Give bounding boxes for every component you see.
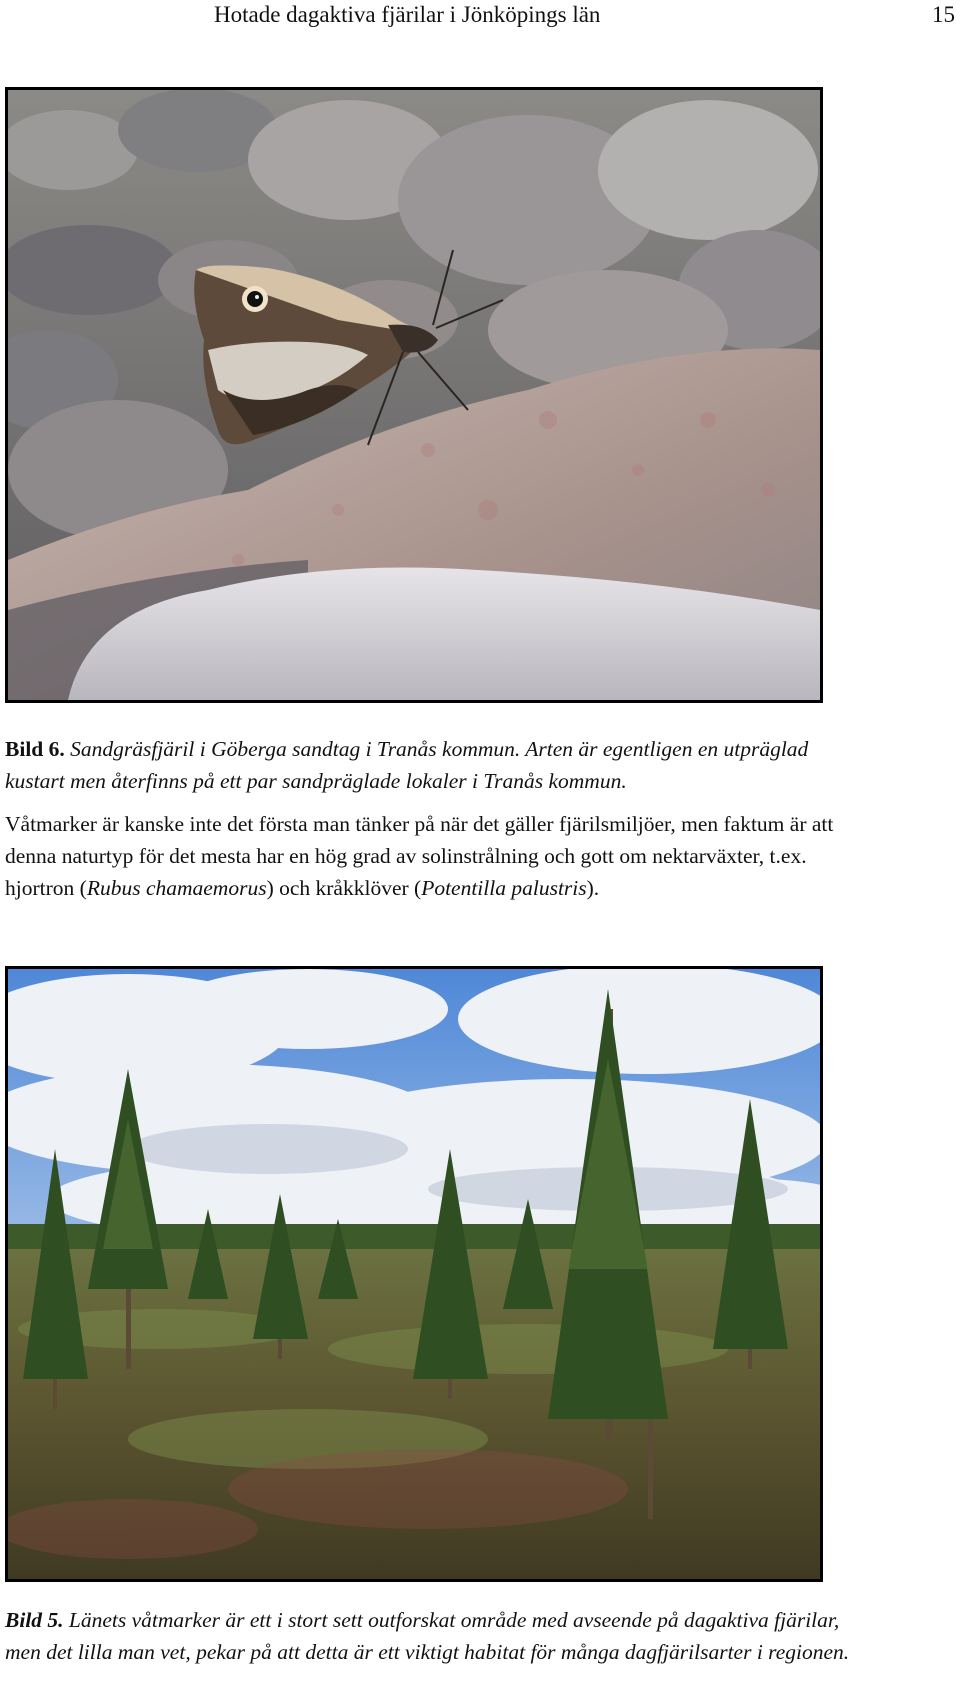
figure-label: Bild 5. xyxy=(5,1608,64,1632)
figure-caption xyxy=(5,1604,855,1668)
body-paragraph xyxy=(5,808,855,904)
figure-caption xyxy=(5,733,855,797)
paragraph-text-2: ) och kråkklöver ( xyxy=(266,876,422,900)
bog-landscape-image xyxy=(8,969,820,1579)
running-title: Hotade dagaktiva fjärilar i Jönköpings län xyxy=(214,2,601,27)
wetland-photo xyxy=(5,966,823,1582)
butterfly-on-rock-image xyxy=(8,90,820,700)
butterfly-photo xyxy=(5,87,823,703)
figure-caption-text: Sandgräsfjäril i Göberga sandtag i Tranås kommun. Arten är egentligen en utpräglad kustart men återfinns på ett par sandpräglade lokaler i Tranås kommun. xyxy=(5,737,809,793)
page-header xyxy=(0,2,960,32)
paragraph-text-1: Våtmarker är kanske inte det första man tänker på när det gäller fjärilsmiljöer, men faktum är att denna naturtyp för det mesta har en hög grad av solinstrålning och gott om nektarväxter, t.ex. hjortron ( xyxy=(5,812,834,900)
species-name-rubus: Rubus chamaemorus xyxy=(86,876,267,900)
species-name-potentilla: Potentilla palustris xyxy=(421,876,587,900)
figure-caption-text: Länets våtmarker är ett i stort sett outforskat område med avseende på dagaktiva fjärilar, men det lilla man vet, pekar på att detta är ett viktigt habitat för många dagfjärilsarter i regionen. xyxy=(5,1608,850,1664)
figure-label: Bild 6. xyxy=(5,737,65,761)
page-number: 15 xyxy=(932,2,955,27)
paragraph-text-3: ). xyxy=(586,876,600,900)
